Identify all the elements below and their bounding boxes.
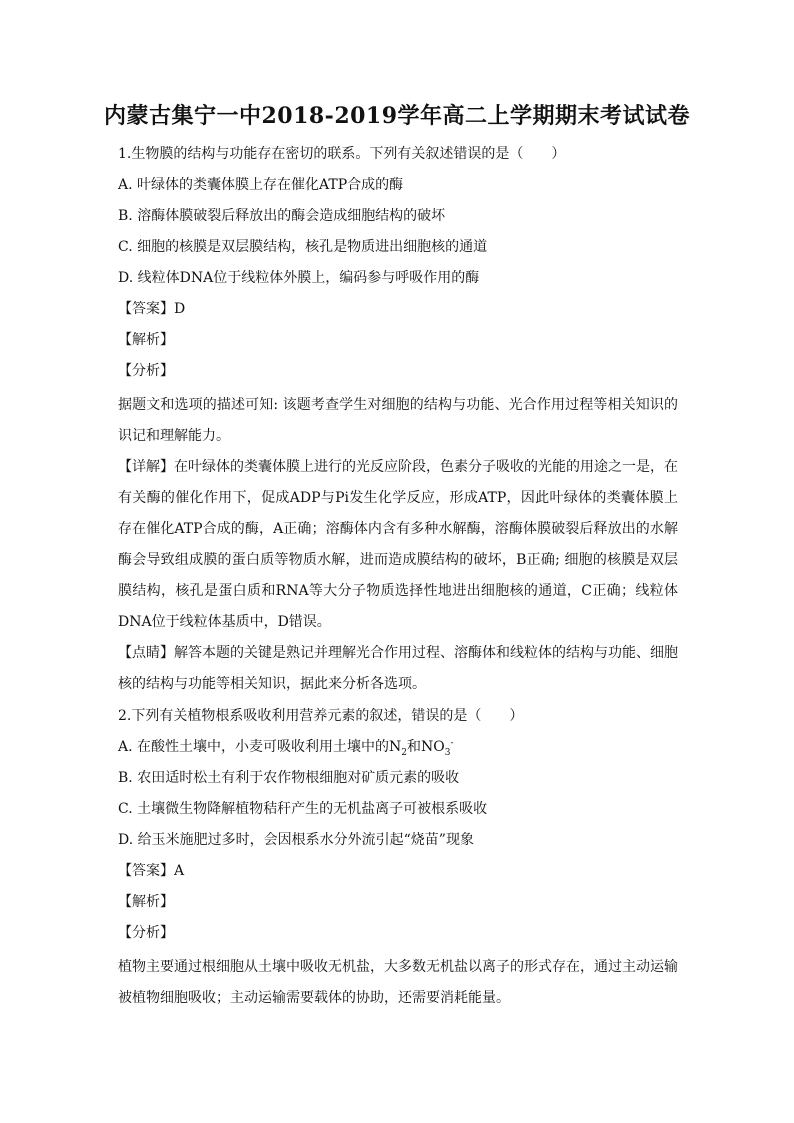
q2-option-a-text: A. 在酸性土壤中，小麦可吸收利用土壤中的N [118,739,402,755]
q1-option-b: B. 溶酶体膜破裂后释放出的酶会造成细胞结构的破坏 [118,208,446,224]
q2-option-a-sup: - [450,738,454,749]
q1-option-d: D. 线粒体DNA位于线粒体外膜上，编码参与呼吸作用的酶 [118,270,480,286]
q1-option-c: C. 细胞的核膜是双层膜结构，核孔是物质进出细胞核的通道 [118,239,488,255]
q2-fenxi-label: 【分析】 [118,925,174,941]
q1-option-a: A. 叶绿体的类囊体膜上存在催化ATP合成的酶 [118,177,404,193]
q2-analysis: 植物主要通过根细胞从土壤中吸收无机盐，大多数无机盐以离子的形式存在，通过主动运输被植物细胞吸收；主动运输需要载体的协助，还需要消耗能量。 [118,959,678,1006]
q2-option-b: B. 农田适时松土有利于农作物根细胞对矿质元素的吸收 [118,770,460,786]
q1-answer: 【答案】D [118,301,186,317]
q1-fenxi-label: 【分析】 [118,363,174,379]
q2-option-a-sub2: 3 [444,747,451,758]
q2-jiexi-label: 【解析】 [118,894,174,910]
q2-option-c: C. 土壤微生物降解植物秸秆产生的无机盐离子可被根系吸收 [118,801,488,817]
q2-option-a-sub: 2 [401,747,407,758]
q2-option-d: D. 给玉米施肥过多时，会因根系水分外流引起“烧苗”现象 [118,832,474,848]
q1-detail: 【详解】在叶绿体的类囊体膜上进行的光反应阶段，色素分子吸收的光能的用途之一是，在有关酶的催化作用下，促成ADP与Pi发生化学反应，形成ATP，因此叶绿体的类囊体膜上存在催化ATP合成的酶，A正确；溶酶体内含有多种水解酶，溶酶体膜破裂后释放出的水解酶会导致组成膜的蛋白质等物质水解，进而造成膜结构的破坏，B正确; 细胞的核膜是双层膜结构，核孔是蛋白质和RNA等大分子物质选择性地进出细胞核的通道，C正确；线粒体DNA位于线粒体基质中，D错误。 [118,459,678,630]
q2-option-a [118,737,454,757]
q1-stem: 1.生物膜的结构与功能存在密切的联系。下列有关叙述错误的是（ ） [118,146,566,162]
q1-analysis: 据题文和选项的描述可知: 该题考查学生对细胞的结构与功能、光合作用过程等相关知识的识记和理解能力。 [118,397,678,444]
q2-answer: 【答案】A [118,863,185,879]
document-title: 内蒙古集宁一中2018-2019学年高二上学期期末考试试卷 [103,103,691,129]
q1-jiexi-label: 【解析】 [118,332,174,348]
q1-tip: 【点睛】解答本题的关键是熟记并理解光合作用过程、溶酶体和线粒体的结构与功能、细胞核的结构与功能等相关知识，据此来分析各选项。 [118,645,678,692]
q2-option-a-mid: 和NO [407,739,445,755]
q2-stem: 2.下列有关植物根系吸收利用营养元素的叙述，错误的是（ ） [118,708,524,724]
